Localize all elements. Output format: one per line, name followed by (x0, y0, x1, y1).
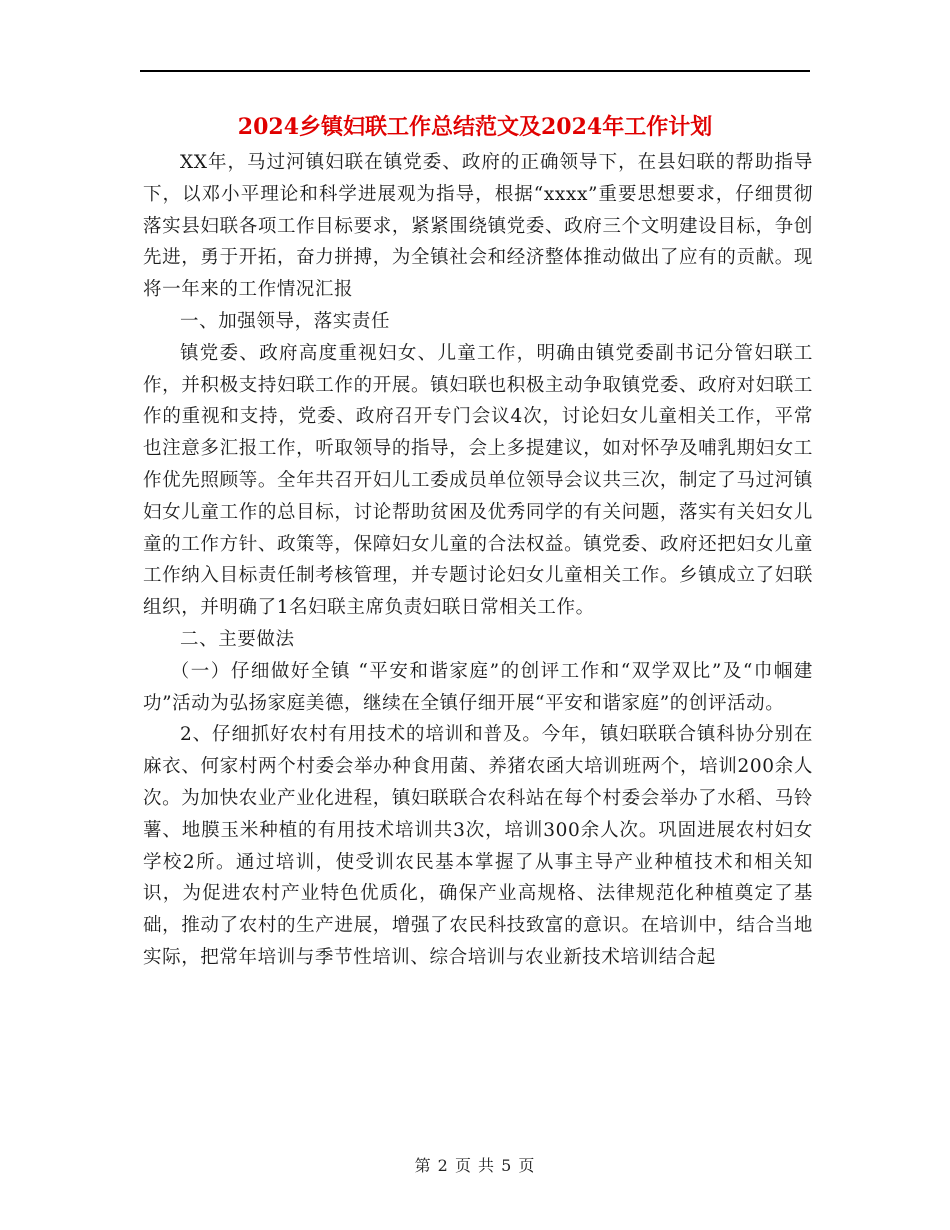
section-heading-2: 二、主要做法 (180, 628, 295, 650)
page-footer: 第 2 页 共 5 页 (414, 1156, 536, 1175)
paragraph-intro: XX年，马过河镇妇联在镇党委、政府的正确领导下，在县妇联的帮助指导下，以邓小平理论和科学进展观为指导，根据“xxxx”重要思想要求，仔细贯彻落实县妇联各项工作目标要求，紧紧围绕镇党委、政府三个文明建设目标，争创先进，勇于开拓，奋力拼搏，为全镇社会和经济整体推动做出了应有的贡献。现将一年来的工作情况汇报 (143, 152, 813, 301)
header-rule (140, 70, 810, 72)
paragraph-family-campaign: （一）仔细做好全镇 “平安和谐家庭”的创评工作和“双学双比”及“巾帼建功”活动为弘扬家庭美德，继续在全镇仔细开展“平安和谐家庭”的创评活动。 (143, 660, 813, 714)
document-title: 2024乡镇妇联工作总结范文及2024年工作计划 (237, 114, 713, 140)
paragraph-training: 2、仔细抓好农村有用技术的培训和普及。今年，镇妇联联合镇科协分别在麻衣、何家村两个村委会举办种食用菌、养猪农函大培训班两个，培训200余人次。为加快农业产业化进程，镇妇联联合农科站在每个村委会举办了水稻、马铃薯、地膜玉米种植的有用技术培训共3次，培训300余人次。巩固进展农村妇女学校2所。通过培训，使受训农民基本掌握了从事主导产业种植技术和相关知识，为促进农村产业特色优质化，确保产业高规格、法律规范化种植奠定了基础，推动了农村的生产进展，增强了农民科技致富的意识。在培训中，结合当地实际，把常年培训与季节性培训、综合培训与农业新技术培训结合起 (143, 724, 813, 968)
section-heading-1: 一、加强领导，落实责任 (180, 310, 391, 332)
document-body (143, 147, 813, 974)
paragraph-leadership: 镇党委、政府高度重视妇女、儿童工作，明确由镇党委副书记分管妇联工作，并积极支持妇联工作的开展。镇妇联也积极主动争取镇党委、政府对妇联工作的重视和支持，党委、政府召开专门会议4次，讨论妇女儿童相关工作，平常也注意多汇报工作，听取领导的指导，会上多提建议，如对怀孕及哺乳期妇女工作优先照顾等。全年共召开妇儿工委成员单位领导会议共三次，制定了马过河镇妇女儿童工作的总目标，讨论帮助贫困及优秀同学的有关问题，落实有关妇女儿童的工作方针、政策等，保障妇女儿童的合法权益。镇党委、政府还把妇女儿童工作纳入目标责任制考核管理，并专题讨论妇女儿童相关工作。乡镇成立了妇联组织，并明确了1名妇联主席负责妇联日常相关工作。 (143, 342, 813, 619)
